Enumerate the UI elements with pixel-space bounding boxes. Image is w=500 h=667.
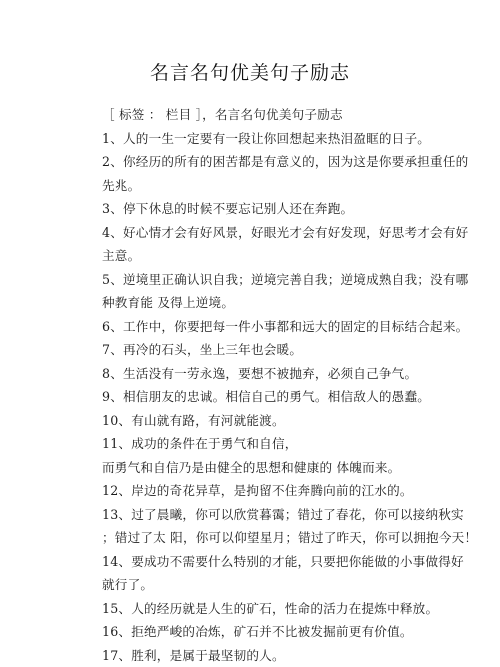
document-line: 先兆。 — [0, 174, 432, 198]
document-line: 8、生活没有一劳永逸，要想不被抛弃，必须自己争气。 — [82, 362, 432, 386]
document-line: 主意。 — [0, 244, 432, 268]
document-line: 9、相信朋友的忠诚。相信自己的勇气。相信敌人的愚蠢。 — [82, 385, 432, 409]
document-line: ［ 标签 ： 栏目 ］，名言名句优美句子励志 — [82, 103, 432, 127]
document-line: 10、有山就有路，有河就能渡。 — [82, 409, 432, 433]
document-line: 15、人的经历就是人生的矿石，性命的活力在提炼中释放。 — [82, 597, 432, 621]
document-line: 1、人的一生一定要有一段让你回想起来热泪盈眶的日子。 — [82, 127, 432, 151]
document-line: 5、逆境里正确认识自我；逆境完善自我；逆境成熟自我；没有哪 — [82, 268, 432, 292]
document-line: 种教育能 及得上逆境。 — [0, 291, 432, 315]
document-line: 12、岸边的奇花异草，是拘留不住奔腾向前的江水的。 — [82, 479, 432, 503]
document-title: 名言名句优美句子励志 — [0, 58, 500, 85]
document-line: 而勇气和自信乃是由健全的思想和健康的 体魄而来。 — [0, 456, 432, 480]
document-line: 11、成功的条件在于勇气和自信， — [82, 432, 432, 456]
document-line: 13、过了晨曦，你可以欣赏暮霭；错过了春花，你可以接纳秋实 — [82, 503, 432, 527]
document-line: 17、胜利，是属于最坚韧的人。 — [82, 644, 432, 667]
document-line: 就行了。 — [0, 573, 432, 597]
document-line: 16、拒绝严峻的冶炼，矿石并不比被发掘前更有价值。 — [82, 620, 432, 644]
document-line: 6、工作中，你要把每一件小事都和远大的固定的目标结合起来。 — [82, 315, 432, 339]
document-line: 3、停下休息的时候不要忘记别人还在奔跑。 — [82, 197, 432, 221]
document-line: 7、再冷的石头，坐上三年也会暖。 — [82, 338, 432, 362]
document-line: ；错过了太 阳，你可以仰望星月；错过了昨天，你可以拥抱今天！ — [0, 526, 432, 550]
document-body — [102, 103, 432, 667]
document-line: 14、要成功不需要什么特别的才能，只要把你能做的小事做得好 — [82, 550, 432, 574]
document-line: 4、好心情才会有好风景，好眼光才会有好发现，好思考才会有好 — [82, 221, 432, 245]
document-line: 2、你经历的所有的困苦都是有意义的，因为这是你要承担重任的 — [82, 150, 432, 174]
